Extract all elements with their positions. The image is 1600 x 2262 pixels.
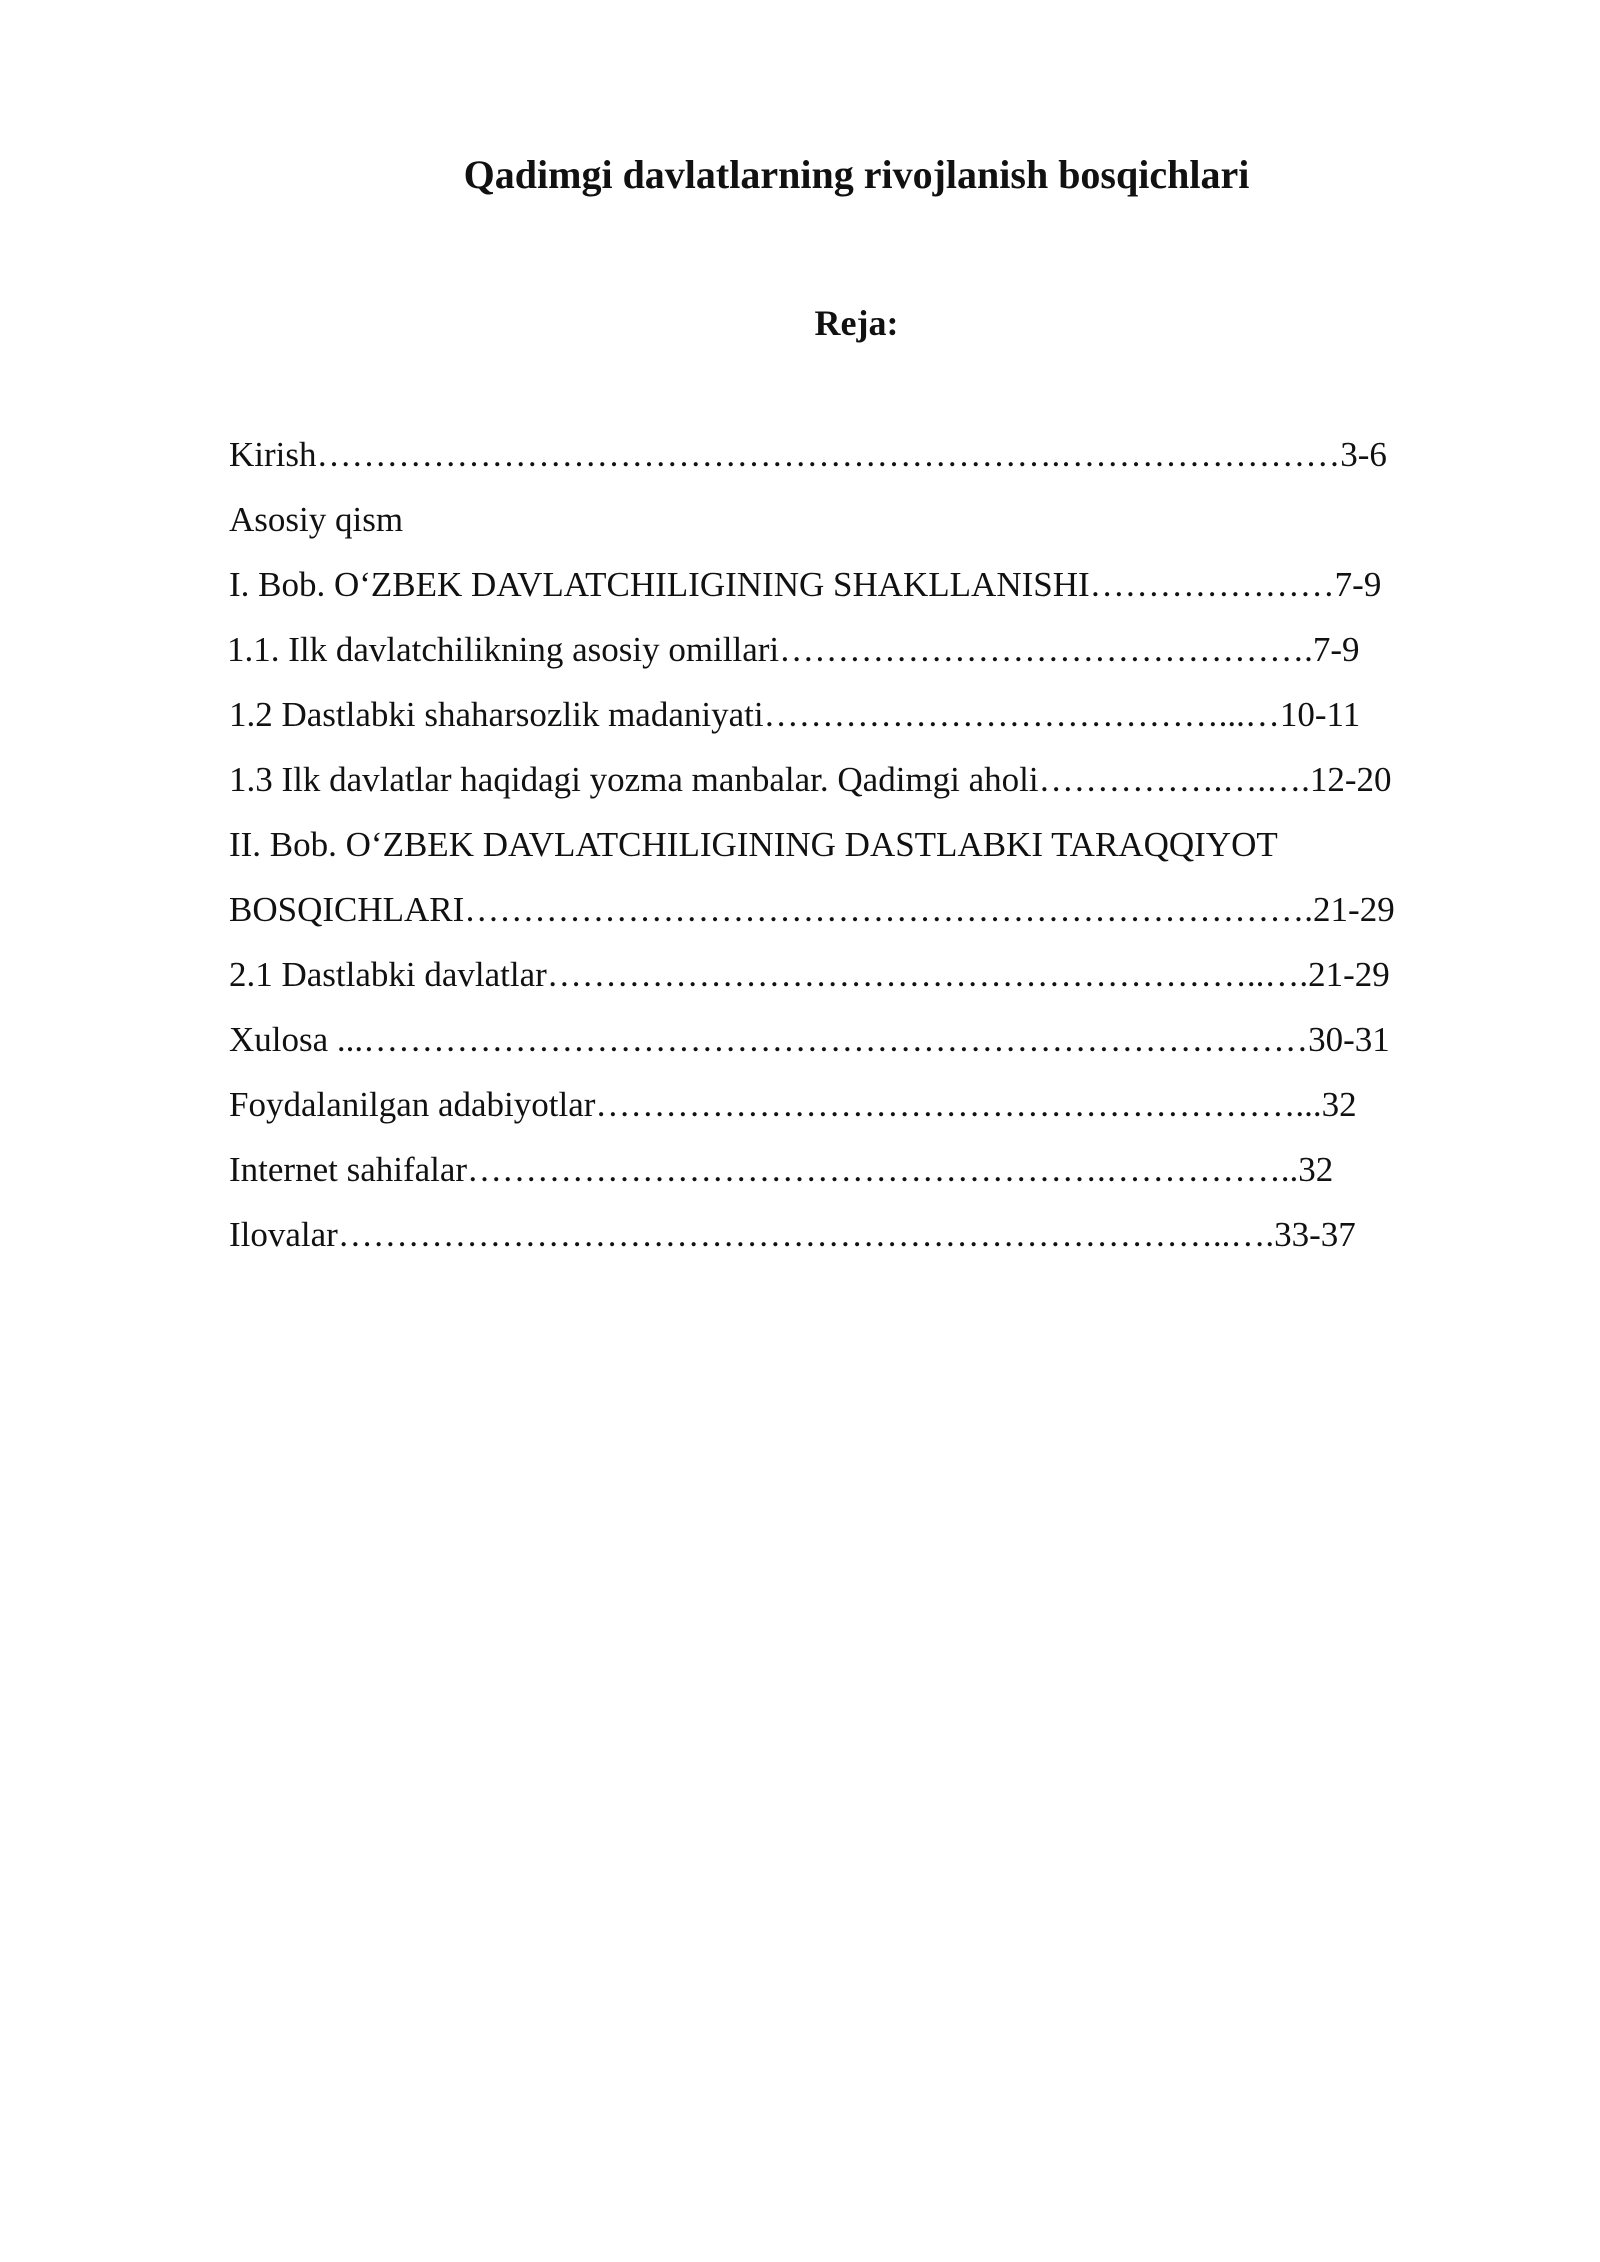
toc-entry-ilovalar: Ilovalar…………………………………………………………………..….33-37 (229, 1215, 1356, 1254)
toc-entry-section-1-3: 1.3 Ilk davlatlar haqidagi yozma manbalar. Qadimgi aholi…………….….….12-20 (229, 760, 1392, 799)
toc-entry-adabiyotlar: Foydalanilgan adabiyotlar……………………………………………………...32 (229, 1085, 1357, 1124)
plan-heading: Reja: (814, 303, 899, 343)
document-title: Qadimgi davlatlarning rivojlanish bosqichlari (463, 152, 1250, 197)
toc-entry-xulosa: Xulosa ...………………………………………………………………………30-31 (229, 1020, 1390, 1059)
table-of-contents (229, 430, 1395, 1275)
toc-entry-section-1-2: 1.2 Dastlabki shaharsozlik madaniyati…………………………………...…10-11 (229, 695, 1361, 734)
toc-entry-internet: Internet sahifalar……………………………………………….……………..32 (229, 1150, 1334, 1189)
toc-entry-chapter-1: I. Bob. O‘ZBEK DAVLATCHILIGINING SHAKLLANISHI…………………7-9 (229, 565, 1382, 604)
toc-entry-section-1-1: 1.1. Ilk davlatchilikning asosiy omillari……………………………………….7-9 (227, 630, 1360, 669)
toc-entry-section-2-1: 2.1 Dastlabki davlatlar……………………………………………………..….21-29 (229, 955, 1390, 994)
toc-entry-kirish: Kirish……………………………………………………….……………………3-6 (229, 435, 1387, 474)
toc-entry-asosiy-qism: Asosiy qism (229, 500, 404, 539)
toc-entry-chapter-2-continued: BOSQICHLARI……………………………………………………………….21-29 (229, 890, 1395, 929)
toc-entry-chapter-2: II. Bob. O‘ZBEK DAVLATCHILIGINING DASTLABKI TARAQQIYOT (229, 825, 1278, 864)
